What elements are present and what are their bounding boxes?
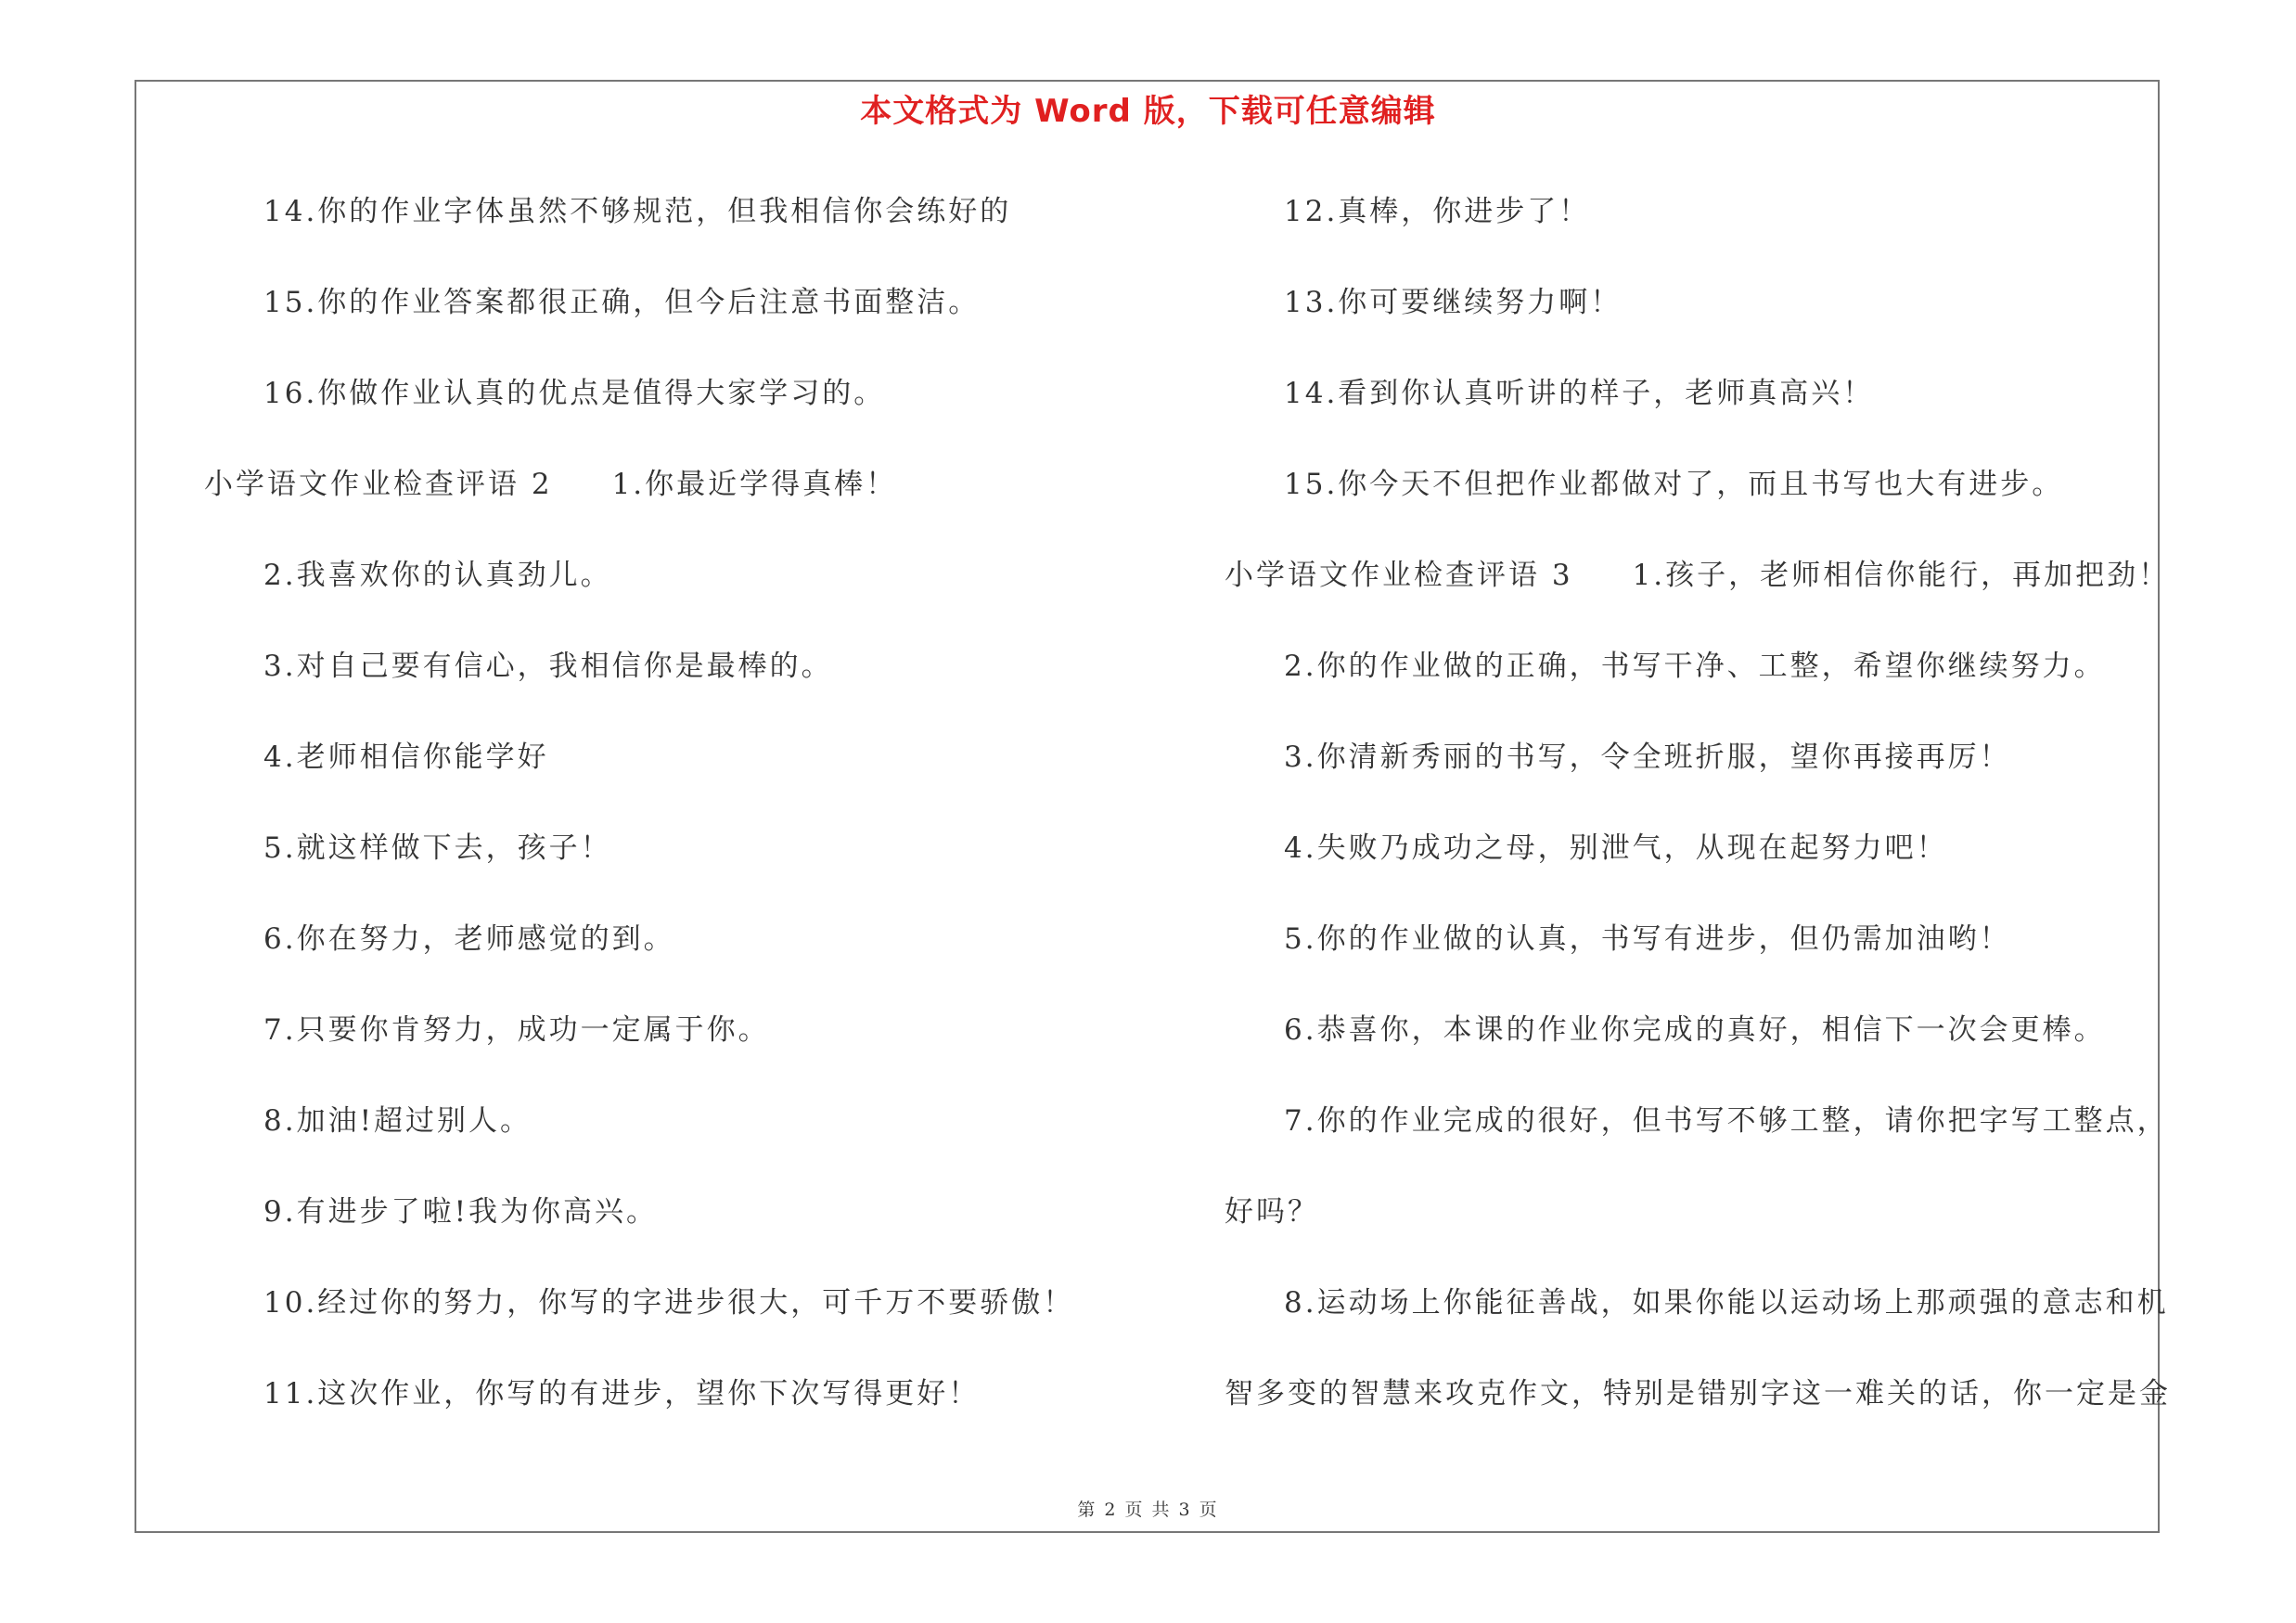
right-column	[1225, 186, 2171, 1459]
list-item-line2: 好吗？	[1225, 1195, 1319, 1229]
list-item: 5.就这样做下去，孩子！	[263, 831, 612, 865]
list-item: 6.恭喜你，本课的作业你完成的真好，相信下一次会更棒。	[1284, 1013, 2106, 1047]
list-item: 14.看到你认真听讲的样子，老师真高兴！	[1284, 377, 1875, 410]
list-item: 16.你做作业认真的优点是值得大家学习的。	[263, 377, 886, 410]
list-item: 7.只要你肯努力，成功一定属于你。	[263, 1013, 770, 1047]
list-item: 9.有进步了啦!我为你高兴。	[263, 1195, 659, 1229]
list-item: 10.经过你的努力，你写的字进步很大，可千万不要骄傲！	[263, 1286, 1075, 1320]
left-column	[204, 186, 1187, 1459]
list-item: 11.这次作业，你写的有进步，望你下次写得更好！	[263, 1377, 981, 1410]
list-item: 3.对自己要有信心，我相信你是最棒的。	[263, 650, 833, 683]
list-item: 3.你清新秀丽的书写，令全班折服，望你再接再厉！	[1284, 741, 2011, 774]
list-item: 8.加油!超过别人。	[263, 1104, 532, 1138]
list-item: 14.你的作业字体虽然不够规范，但我相信你会练好的	[263, 195, 1012, 228]
list-item: 15.你的作业答案都很正确，但今后注意书面整洁。	[263, 286, 981, 319]
section-heading-row	[1225, 549, 2171, 640]
header-banner: 本文格式为 Word 版，下载可任意编辑	[860, 93, 1436, 130]
list-item-line1: 8.运动场上你能征善战，如果你能以运动场上那顽强的意志和机	[1284, 1286, 2169, 1320]
list-item: 6.你在努力，老师感觉的到。	[263, 922, 675, 956]
list-item: 2.你的作业做的正确，书写干净、工整，希望你继续努力。	[1284, 650, 2106, 683]
list-item-line2: 智多变的智慧来攻克作文，特别是错别字这一难关的话，你一定是金	[1225, 1377, 2171, 1410]
section-title: 小学语文作业检查评语 2	[204, 468, 553, 501]
section-title: 小学语文作业检查评语 3	[1225, 559, 1573, 592]
list-item: 15.你今天不但把作业都做对了，而且书写也大有进步。	[1284, 468, 2064, 501]
list-item: 1.孩子，老师相信你能行，再加把劲！	[1632, 559, 2171, 592]
list-item: 4.老师相信你能学好	[263, 741, 549, 774]
section-heading-row	[204, 458, 1187, 549]
list-item-line1: 7.你的作业完成的很好，但书写不够工整，请你把字写工整点，	[1284, 1104, 2169, 1138]
list-item: 2.我喜欢你的认真劲儿。	[263, 559, 612, 592]
list-item: 5.你的作业做的认真，书写有进步，但仍需加油哟！	[1284, 922, 2011, 956]
list-item: 13.你可要继续努力啊！	[1284, 286, 1623, 319]
list-item: 4.失败乃成功之母，别泄气，从现在起努力吧！	[1284, 831, 1948, 865]
list-item: 1.你最近学得真棒！	[611, 468, 898, 501]
page-footer: 第 2 页 共 3 页	[1077, 1500, 1219, 1520]
list-item: 12.真棒，你进步了！	[1284, 195, 1591, 228]
